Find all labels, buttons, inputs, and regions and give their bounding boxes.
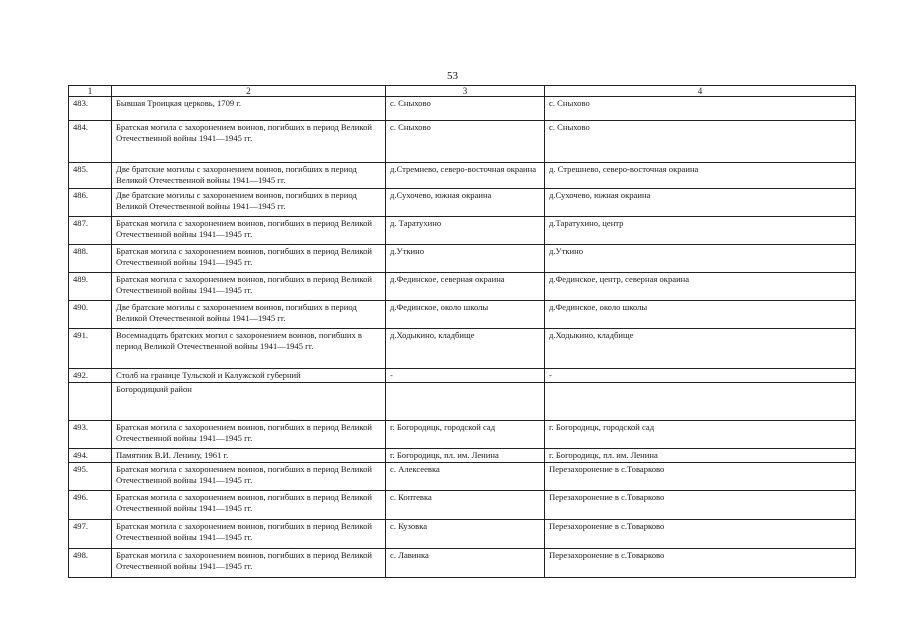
cell-address: Перезахоронение в с.Товарково <box>545 463 856 491</box>
cell-location: д.Ходыкино, кладбище <box>386 329 545 369</box>
header-col-4: 4 <box>545 86 856 97</box>
table-row <box>69 491 856 520</box>
cell-object-name: Братская могила с захоронением воинов, погибших в период Великой Отечественной войны 1941—1945 гг. <box>112 421 386 449</box>
cell-address: д.Ходыкино, кладбище <box>545 329 856 369</box>
table-row <box>69 273 856 301</box>
table-row <box>69 463 856 491</box>
cell-address: Перезахоронение в с.Товарково <box>545 520 856 549</box>
cell-location: с. Сныхово <box>386 97 545 121</box>
cell-object-name: Братская могила с захоронением воинов, погибших в период Великой Отечественной войны 1941—1945 гг. <box>112 217 386 245</box>
cell-address: д.Фединское, около школы <box>545 301 856 329</box>
cell-object-name: Братская могила с захоронением воинов, погибших в период Великой Отечественной войны 1941—1945 гг. <box>112 491 386 520</box>
table-row <box>69 121 856 163</box>
cell-object-name: Братская могила с захоронением воинов, погибших в период Великой Отечественной войны 1941—1945 гг. <box>112 121 386 163</box>
table-row <box>69 449 856 463</box>
cell-location: с. Коптевка <box>386 491 545 520</box>
cell-address: д. Стрешнево, северо-восточная окраина <box>545 163 856 189</box>
cell-address: д.Фединское, центр, северная окраина <box>545 273 856 301</box>
section-address-cell <box>545 383 856 421</box>
cell-object-name: Две братские могилы с захоронением воинов, погибших в период Великой Отечественной войны 1941—1945 гг. <box>112 163 386 189</box>
header-col-3: 3 <box>386 86 545 97</box>
cell-location: д.Уткино <box>386 245 545 273</box>
cell-location: д.Сухочево, южная окраина <box>386 189 545 217</box>
cell-number: 485. <box>69 163 112 189</box>
cell-number: 492. <box>69 369 112 383</box>
cell-object-name: Бывшая Троицкая церковь, 1709 г. <box>112 97 386 121</box>
cell-number: 488. <box>69 245 112 273</box>
table-row <box>69 217 856 245</box>
cell-address: д.Таратухино, центр <box>545 217 856 245</box>
cell-address: - <box>545 369 856 383</box>
cell-number: 494. <box>69 449 112 463</box>
table-row <box>69 301 856 329</box>
cell-object-name: Братская могила с захоронением воинов, погибших в период Великой Отечественной войны 1941—1945 гг. <box>112 520 386 549</box>
cell-object-name: Братская могила с захоронением воинов, погибших в период Великой Отечественной войны 1941—1945 гг. <box>112 463 386 491</box>
cell-address: с. Сныхово <box>545 97 856 121</box>
table-row <box>69 520 856 549</box>
table-header-row <box>69 86 856 97</box>
cell-number: 493. <box>69 421 112 449</box>
cell-location: д. Таратухино <box>386 217 545 245</box>
cell-location: г. Богородицк, пл. им. Ленина <box>386 449 545 463</box>
cell-number: 483. <box>69 97 112 121</box>
cell-number: 495. <box>69 463 112 491</box>
cell-address: Перезахоронение в с.Товарково <box>545 491 856 520</box>
cell-object-name: Братская могила с захоронением воинов, погибших в период Великой Отечественной войны 1941—1945 гг. <box>112 549 386 578</box>
cell-location: с. Алексеевка <box>386 463 545 491</box>
cell-location: - <box>386 369 545 383</box>
cell-number: 496. <box>69 491 112 520</box>
table-row <box>69 369 856 383</box>
cell-number: 491. <box>69 329 112 369</box>
cell-address: с. Сныхово <box>545 121 856 163</box>
cell-object-name: Памятник В.И. Ленину, 1961 г. <box>112 449 386 463</box>
cell-number: 489. <box>69 273 112 301</box>
table-row <box>69 549 856 578</box>
cell-address: г. Богородицк, городской сад <box>545 421 856 449</box>
cell-number: 487. <box>69 217 112 245</box>
header-col-2: 2 <box>112 86 386 97</box>
cell-location: д.Стремнево, северо-восточная окраина <box>386 163 545 189</box>
table-row <box>69 189 856 217</box>
section-location-cell <box>386 383 545 421</box>
cell-object-name: Две братские могилы с захоронением воинов, погибших в период Великой Отечественной войны 1941—1945 гг. <box>112 189 386 217</box>
section-num-cell <box>69 383 112 421</box>
section-title: Богородицкий район <box>112 383 386 421</box>
cell-location: с. Сныхово <box>386 121 545 163</box>
cell-number: 498. <box>69 549 112 578</box>
table-row <box>69 97 856 121</box>
cell-location: г. Богородицк, городской сад <box>386 421 545 449</box>
cell-location: д.Фединское, северная окраина <box>386 273 545 301</box>
cell-location: с. Кузовка <box>386 520 545 549</box>
cell-number: 486. <box>69 189 112 217</box>
table-row <box>69 245 856 273</box>
cell-number: 497. <box>69 520 112 549</box>
cell-object-name: Восемнадцать братских могил с захоронением воинов, погибших в период Великой Отечественной войны 1941—1945 гг. <box>112 329 386 369</box>
cell-object-name: Две братские могилы с захоронением воинов, погибших в период Великой Отечественной войны 1941—1945 гг. <box>112 301 386 329</box>
page-number: 53 <box>447 70 458 82</box>
heritage-registry-table <box>68 85 856 578</box>
table-row <box>69 421 856 449</box>
table-body <box>69 97 856 578</box>
cell-address: г. Богородицк, пл. им. Ленина <box>545 449 856 463</box>
cell-object-name: Столб на границе Тульской и Калужской губерний <box>112 369 386 383</box>
cell-location: с. Лавинка <box>386 549 545 578</box>
cell-object-name: Братская могила с захоронением воинов, погибших в период Великой Отечественной войны 1941—1945 гг. <box>112 245 386 273</box>
section-row <box>69 383 856 421</box>
cell-number: 490. <box>69 301 112 329</box>
cell-location: д.Фединское, около школы <box>386 301 545 329</box>
cell-number: 484. <box>69 121 112 163</box>
cell-object-name: Братская могила с захоронением воинов, погибших в период Великой Отечественной войны 1941—1945 гг. <box>112 273 386 301</box>
table-row <box>69 163 856 189</box>
cell-address: д.Уткино <box>545 245 856 273</box>
header-col-1: 1 <box>69 86 112 97</box>
cell-address: Перезахоронение в с.Товарково <box>545 549 856 578</box>
table-row <box>69 329 856 369</box>
cell-address: д.Сухочево, южная окраина <box>545 189 856 217</box>
